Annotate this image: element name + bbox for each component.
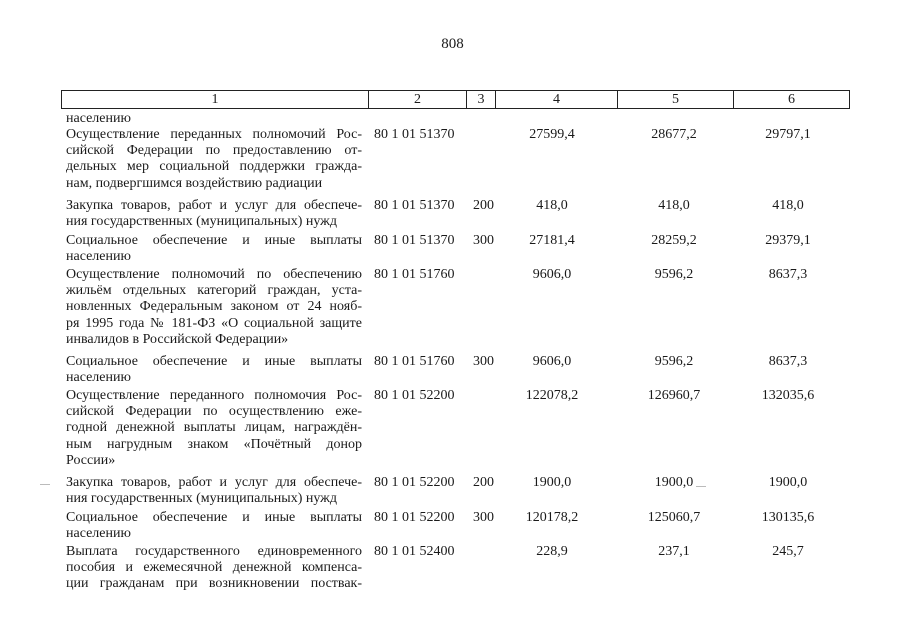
row-code: 80 1 01 51760 xyxy=(374,354,455,369)
row-code: 80 1 01 52200 xyxy=(374,388,455,403)
row-value-col5: 1900,0 xyxy=(654,475,694,490)
row-value-col4: 27599,4 xyxy=(529,127,575,142)
row-value-col4: 9606,0 xyxy=(532,267,572,282)
row-value-col5: 418,0 xyxy=(658,198,690,213)
table-header xyxy=(61,90,850,109)
row-description: Выплата государственного единовременного пособия и ежемесячной денежной компенса- ции гражданам при возникновении поствак- xyxy=(66,544,362,592)
row-value-col6: 29379,1 xyxy=(765,233,811,248)
row-expense-type: 200 xyxy=(473,198,494,213)
header-col-4: 4 xyxy=(495,91,617,108)
header-col-1: 1 xyxy=(211,92,219,107)
row-code: 80 1 01 51760 xyxy=(374,267,455,282)
page-number: 808 xyxy=(441,36,464,52)
row-description: Социальное обеспечение и иные выплаты населению xyxy=(66,233,362,265)
row-value-col4: 1900,0 xyxy=(532,475,572,490)
row-code: 80 1 01 52200 xyxy=(374,510,455,525)
row-value-col6: 130135,6 xyxy=(761,510,815,525)
row-value-col5: 9596,2 xyxy=(654,267,694,282)
row-value-col4: 418,0 xyxy=(536,198,568,213)
row-value-col6: 132035,6 xyxy=(761,388,815,403)
row-expense-type: 300 xyxy=(473,233,494,248)
row-value-col5: 28677,2 xyxy=(651,127,697,142)
row-value-col5: 28259,2 xyxy=(651,233,697,248)
row-value-col5: 126960,7 xyxy=(647,388,701,403)
row-description: населению xyxy=(66,111,131,126)
row-code: 80 1 01 51370 xyxy=(374,233,455,248)
header-col-5: 5 xyxy=(617,91,733,108)
header-col-3: 3 xyxy=(466,91,495,108)
scan-mark xyxy=(40,484,50,485)
row-description: Осуществление переданного полномочия Рос- сийской Федерации по осуществлению еже- годной денежной выплаты лицам, награждён- ным нагрудным знаком «Почётный донор России» xyxy=(66,388,362,468)
row-value-col4: 9606,0 xyxy=(532,354,572,369)
header-col-6: 6 xyxy=(733,91,849,108)
row-value-col6: 29797,1 xyxy=(765,127,811,142)
row-description: Закупка товаров, работ и услуг для обеспече- ния государственных (муниципальных) нужд xyxy=(66,475,362,507)
row-description: Осуществление полномочий по обеспечению жильём отдельных категорий граждан, уста- новленных Федеральным законом от 24 нояб- ря 1995 года № 181-ФЗ «О социальной защите инвалидов в Российской Федерации» xyxy=(66,267,362,347)
row-code: 80 1 01 52400 xyxy=(374,544,455,559)
row-code: 80 1 01 51370 xyxy=(374,127,455,142)
row-value-col4: 27181,4 xyxy=(529,233,575,248)
row-value-col5: 125060,7 xyxy=(647,510,701,525)
row-expense-type: 200 xyxy=(473,475,494,490)
row-description: Социальное обеспечение и иные выплаты населению xyxy=(66,510,362,542)
row-value-col5: 237,1 xyxy=(658,544,690,559)
row-expense-type: 300 xyxy=(473,354,494,369)
row-value-col6: 8637,3 xyxy=(768,267,808,282)
row-value-col4: 120178,2 xyxy=(525,510,579,525)
row-value-col6: 1900,0 xyxy=(768,475,808,490)
row-value-col4: 228,9 xyxy=(536,544,568,559)
row-value-col5: 9596,2 xyxy=(654,354,694,369)
row-expense-type: 300 xyxy=(473,510,494,525)
row-description: Социальное обеспечение и иные выплаты населению xyxy=(66,354,362,386)
scan-mark xyxy=(696,486,706,487)
row-description: Закупка товаров, работ и услуг для обеспече- ния государственных (муниципальных) нужд xyxy=(66,198,362,230)
row-description: Осуществление переданных полномочий Рос- сийской Федерации по предоставлению от- дельных мер социальной поддержки гражда- нам, подвергшимся воздействию радиации xyxy=(66,127,362,191)
row-code: 80 1 01 51370 xyxy=(374,198,455,213)
row-value-col6: 8637,3 xyxy=(768,354,808,369)
header-col-2: 2 xyxy=(368,91,466,108)
row-code: 80 1 01 52200 xyxy=(374,475,455,490)
row-value-col6: 418,0 xyxy=(772,198,804,213)
row-value-col4: 122078,2 xyxy=(525,388,579,403)
row-value-col6: 245,7 xyxy=(772,544,804,559)
